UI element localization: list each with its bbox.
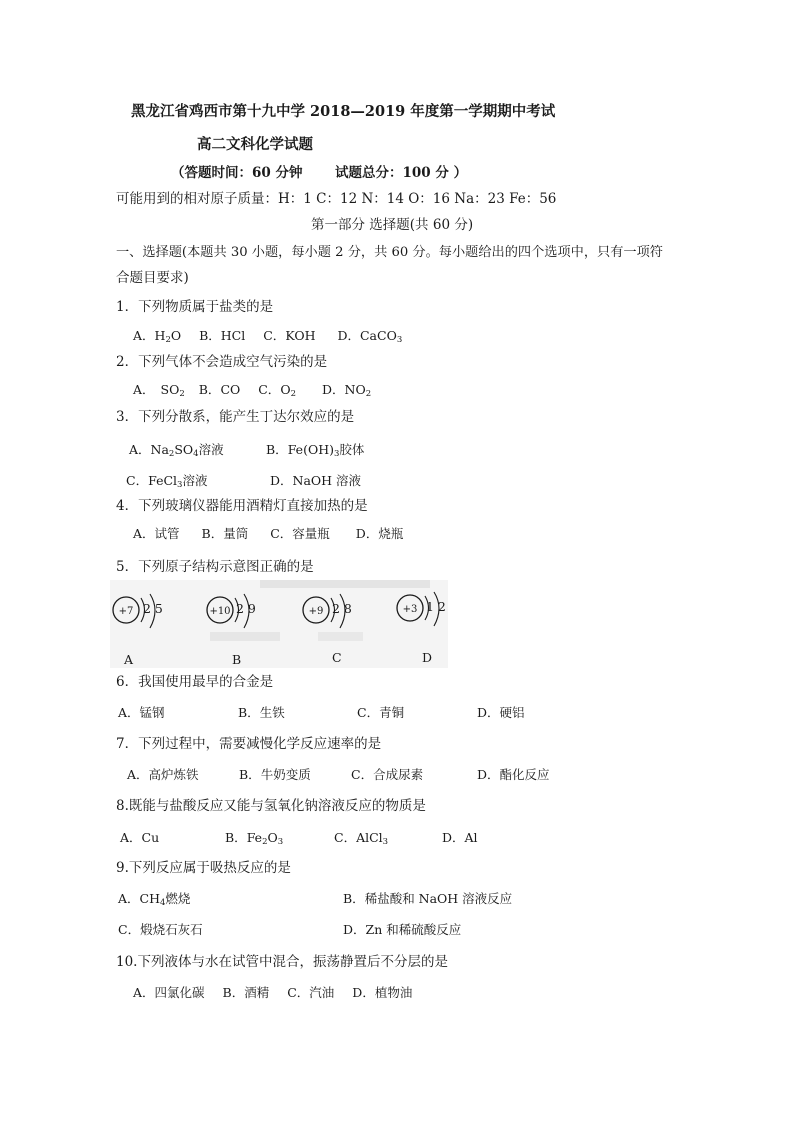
scan-artifact — [318, 632, 363, 641]
option-a: A．Cu — [120, 830, 160, 845]
option-b: B．牛奶变质 — [239, 767, 311, 782]
question-6 — [116, 676, 273, 690]
section1-instructions-line1: 一、选择题(本题共 30 小题，每小题 2 分，共 60 分。每小题给出的四个选项中，只有一项符 — [116, 245, 663, 260]
option-b: B．$Fe(OH)_3$胶体 — [266, 442, 365, 459]
atom-c — [303, 594, 352, 665]
question-number: 8. — [116, 798, 129, 814]
option-d: D．NaOH 溶液 — [270, 473, 362, 488]
question-10-options — [133, 987, 412, 1000]
atom-label: D — [422, 650, 433, 665]
question-10 — [116, 956, 448, 970]
scan-artifact — [210, 632, 280, 641]
atom-diagrams — [110, 580, 448, 668]
question-4-options — [133, 528, 403, 541]
question-stem: 下列物质属于盐类的是 — [138, 299, 274, 315]
option-a: A．$CH_4$燃烧 — [118, 891, 191, 908]
question-stem: 下列气体不会造成空气污染的是 — [138, 354, 328, 370]
question-number: 3． — [116, 409, 139, 425]
electron-counts: 1 2 — [426, 599, 446, 614]
question-stem: 下列过程中，需要减慢化学反应速率的是 — [138, 736, 382, 752]
score-label: 试题总分：100 分 ） — [335, 165, 468, 181]
question-number: 6． — [116, 674, 139, 690]
electron-counts: 2 5 — [143, 601, 163, 616]
atom-d — [397, 592, 446, 665]
question-4 — [116, 500, 368, 514]
option-b: B．HCl — [199, 328, 246, 343]
option-d: D．$NO_2$ — [321, 382, 372, 399]
option-c: C．合成尿素 — [351, 767, 424, 782]
option-c: C．$O_2$ — [258, 382, 296, 399]
question-number: 5． — [116, 559, 139, 575]
option-a: A．$Na_2SO_4$溶液 — [129, 442, 224, 459]
option-b: B．稀盐酸和 NaOH 溶液反应 — [343, 891, 513, 906]
question-number: 1． — [116, 299, 139, 315]
option-b: B．$Fe_2O_3$ — [225, 830, 284, 847]
option-b: B．CO — [198, 382, 241, 397]
question-stem: 下列反应属于吸热反应的是 — [128, 860, 291, 876]
option-c: C．KOH — [263, 328, 316, 343]
option-d: D．硬铝 — [477, 705, 525, 720]
question-number: 10. — [116, 954, 138, 970]
option-c: C．FeCl$_3$溶液 — [126, 473, 208, 490]
question-stem: 既能与盐酸反应又能与氢氧化钠溶液反应的物质是 — [128, 798, 426, 814]
option-c: C．AlCl$_3$ — [334, 830, 389, 847]
atom-label: B — [232, 652, 242, 667]
question-5 — [116, 561, 314, 575]
option-a: A．锰钢 — [118, 705, 165, 720]
nucleus-charge: +7 — [118, 606, 134, 617]
option-a: A．四氯化碳 — [133, 985, 205, 1000]
question-stem: 下列液体与水在试管中混合，振荡静置后不分层的是 — [137, 954, 448, 970]
atom-label: C — [332, 650, 342, 665]
scan-artifact — [260, 580, 430, 588]
option-d: D．植物油 — [352, 985, 413, 1000]
option-c: C．煅烧石灰石 — [118, 922, 203, 937]
option-d: D．CaCO$_3$ — [337, 328, 403, 345]
option-c: C．青铜 — [357, 705, 405, 720]
question-number: 9. — [116, 860, 129, 876]
question-stem: 下列分散系，能产生丁达尔效应的是 — [138, 409, 355, 425]
question-stem: 下列原子结构示意图正确的是 — [138, 559, 314, 575]
nucleus-charge: +10 — [209, 606, 231, 617]
exam-title: 黑龙江省鸡西市第十九中学 2018—2019 年度第一学期期中考试 — [131, 103, 556, 120]
question-number: 4． — [116, 498, 139, 514]
question-2 — [116, 356, 327, 370]
question-7 — [116, 738, 381, 752]
atom-diagrams-svg — [110, 580, 448, 668]
question-stem: 我国使用最早的合金是 — [138, 674, 274, 690]
question-3 — [116, 411, 354, 425]
atom-b — [207, 594, 256, 667]
nucleus-charge: +3 — [402, 604, 418, 615]
time-label: （答题时间：60 分钟 — [171, 165, 303, 181]
option-c: C．容量瓶 — [270, 526, 330, 541]
question-9 — [116, 862, 291, 876]
option-d: D．Zn 和稀硫酸反应 — [343, 922, 462, 937]
option-d: D．酯化反应 — [477, 767, 550, 782]
option-d: D．Al — [442, 830, 478, 845]
part1-title: 第一部分 选择题(共 60 分) — [311, 217, 474, 233]
option-c: C．汽油 — [287, 985, 335, 1000]
option-b: B．酒精 — [222, 985, 270, 1000]
exam-subtitle: 高二文科化学试题 — [197, 136, 313, 153]
option-b: B．量筒 — [201, 526, 249, 541]
nucleus-charge: +9 — [308, 606, 324, 617]
section1-instructions-line2: 合题目要求) — [116, 270, 189, 286]
option-a: A．高炉炼铁 — [127, 767, 199, 782]
option-a: A．试管 — [133, 526, 180, 541]
atom-a — [113, 594, 163, 667]
question-stem: 下列玻璃仪器能用酒精灯直接加热的是 — [138, 498, 368, 514]
question-2-options — [133, 384, 371, 397]
option-a: A．$H_2O$ — [133, 328, 182, 345]
option-b: B．生铁 — [238, 705, 285, 720]
electron-counts: 2 8 — [332, 601, 352, 616]
option-d: D．烧瓶 — [355, 526, 404, 541]
question-8 — [116, 800, 426, 814]
question-1-options — [133, 330, 402, 343]
question-number: 7． — [116, 736, 139, 752]
atomic-masses: 可能用到的相对原子质量：H：1 C：12 N：14 O：16 Na：23 Fe：56 — [116, 191, 557, 207]
atom-label: A — [124, 652, 134, 667]
option-a: A． $SO_2$ — [133, 382, 185, 399]
question-1 — [116, 301, 273, 315]
electron-counts: 2 9 — [236, 601, 256, 616]
question-number: 2． — [116, 354, 139, 370]
